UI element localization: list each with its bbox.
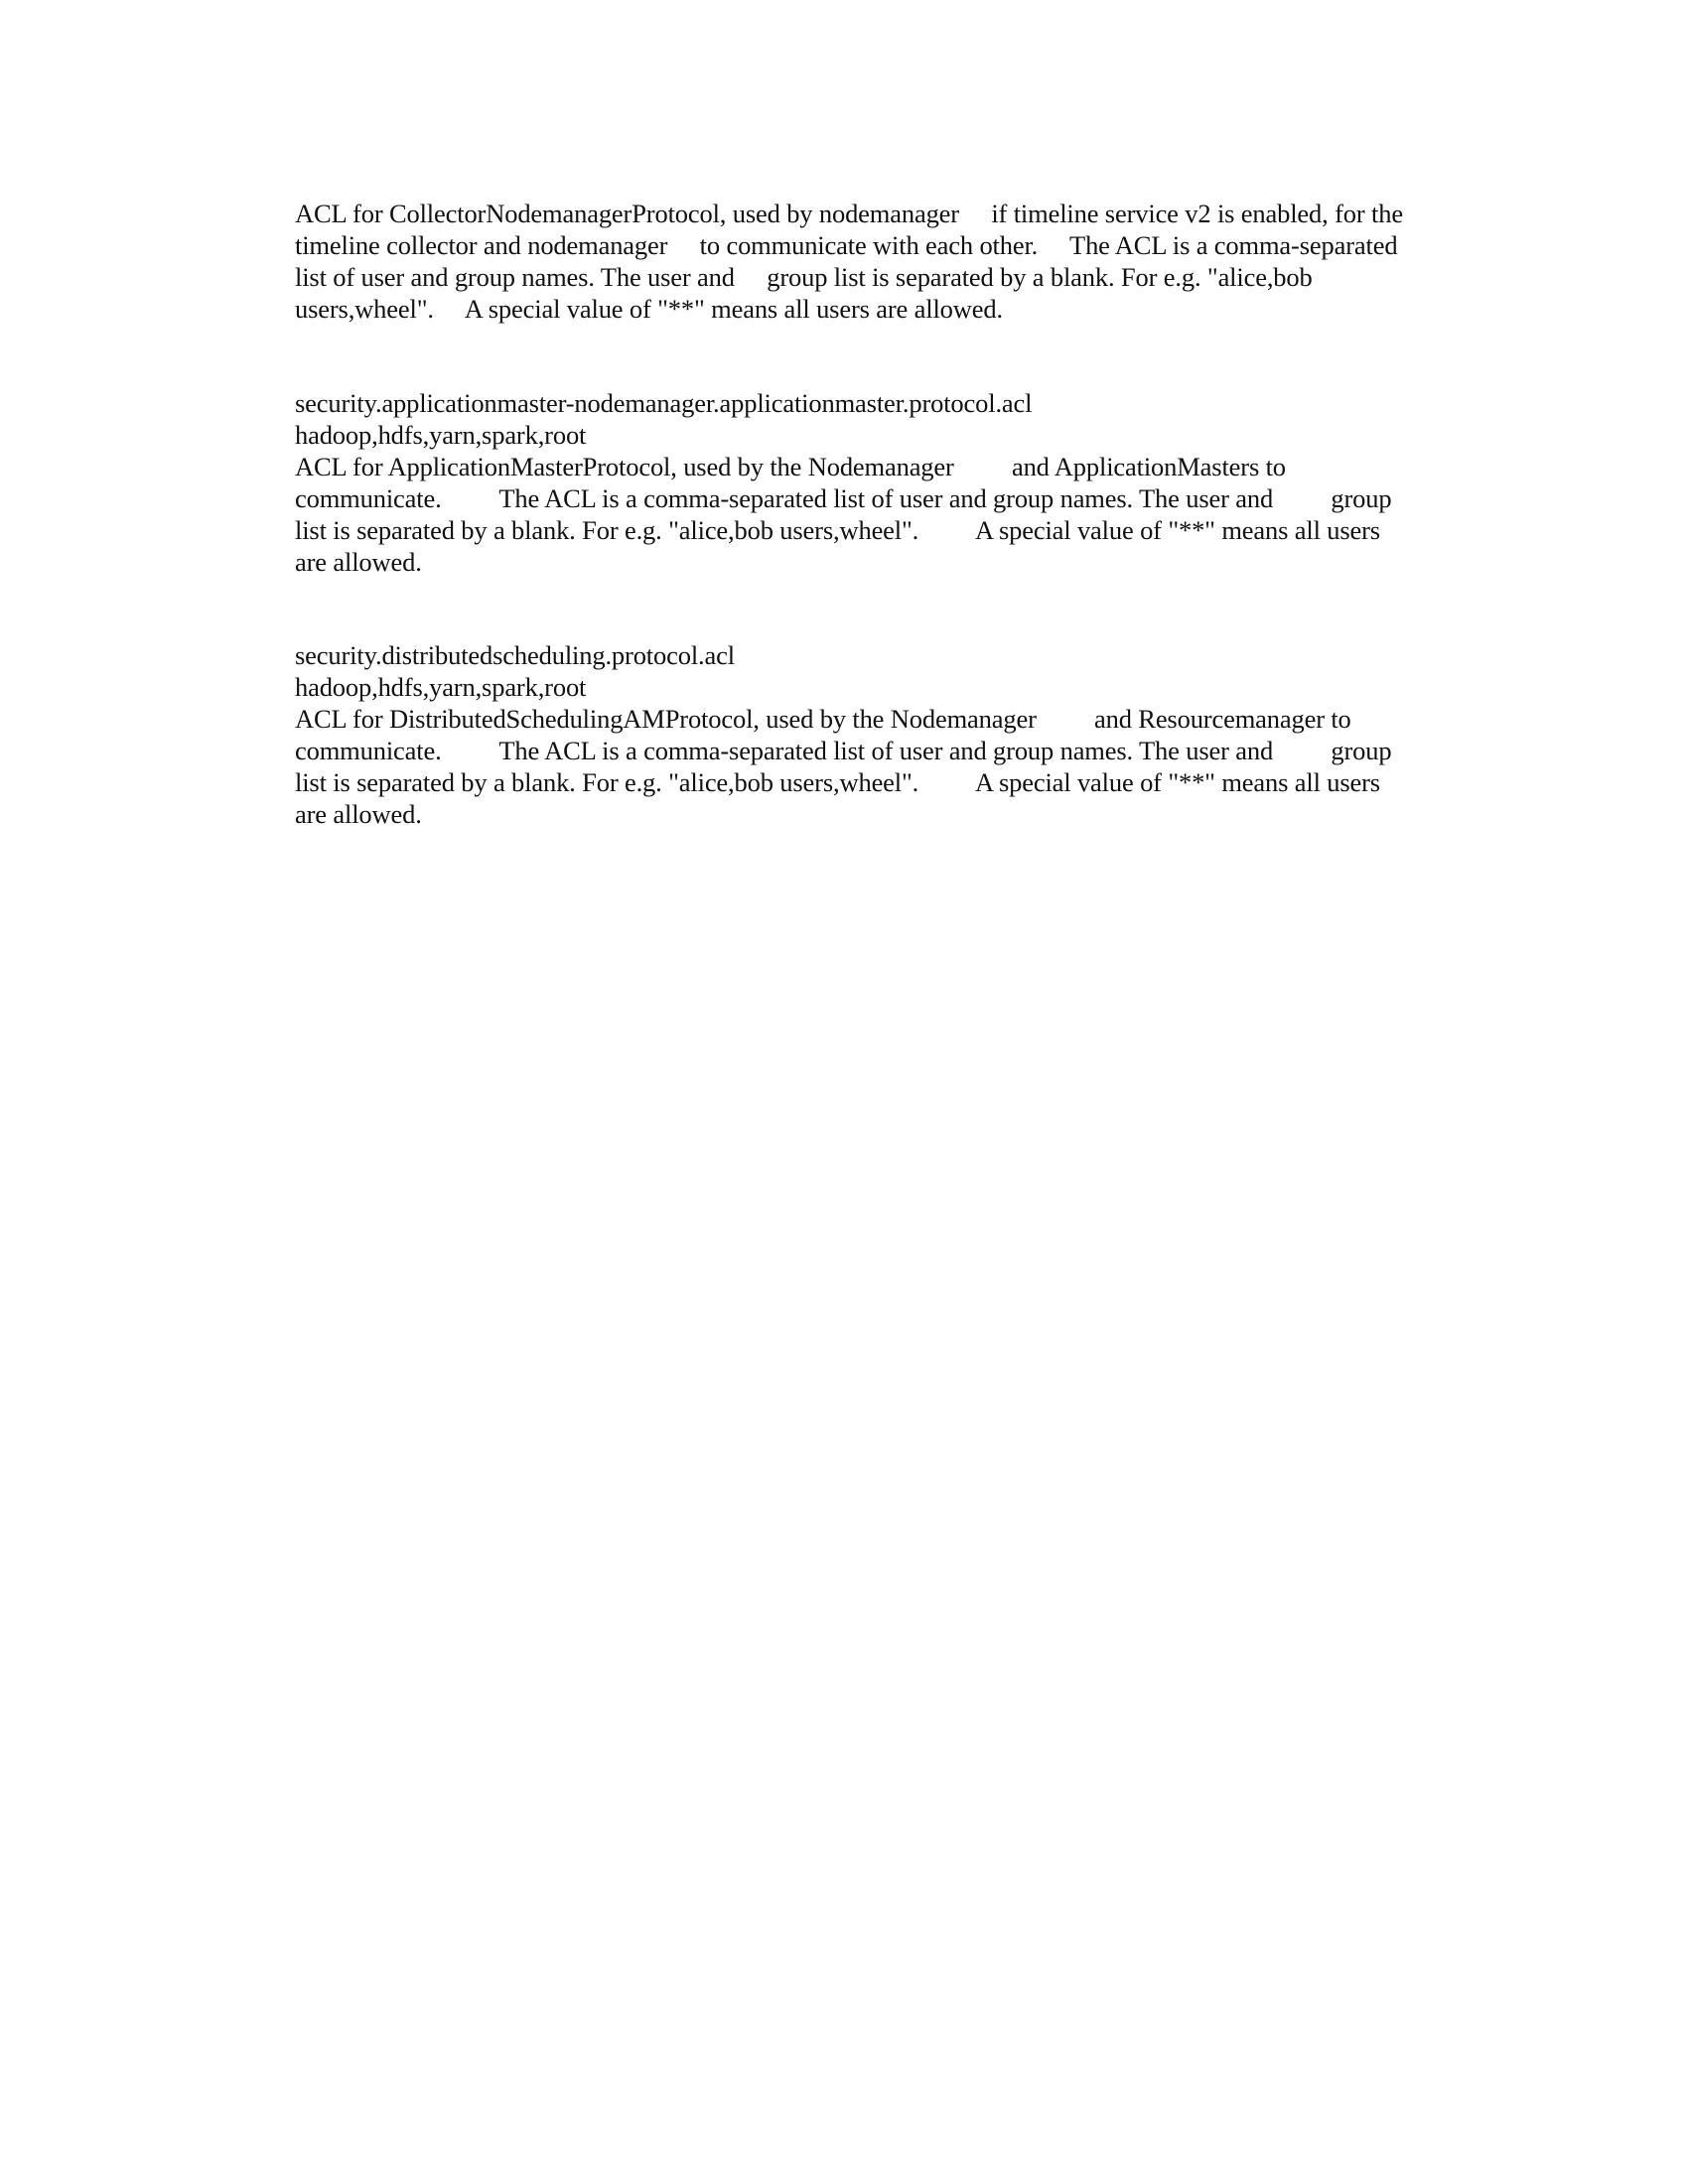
acl-entry-distributed-scheduling: [295, 639, 1486, 830]
description-line: are allowed.: [295, 547, 422, 577]
property-value: hadoop,hdfs,yarn,spark,root: [295, 672, 587, 702]
acl-entry-collector-nodemanager: [295, 198, 1486, 325]
description-line: ACL for DistributedSchedulingAMProtocol, used by the Nodemanager and Resourcemanager to: [295, 704, 1351, 734]
description-line: communicate. The ACL is a comma-separated list of user and group names. The user and group: [295, 736, 1392, 765]
property-name: security.distributedscheduling.protocol.acl: [295, 640, 735, 670]
description-line: communicate. The ACL is a comma-separated list of user and group names. The user and group: [295, 483, 1392, 513]
description-line: list is separated by a blank. For e.g. "alice,bob users,wheel". A special value of "**" means all users: [295, 515, 1380, 545]
description-line: list is separated by a blank. For e.g. "alice,bob users,wheel". A special value of "**" means all users: [295, 767, 1380, 797]
property-value: hadoop,hdfs,yarn,spark,root: [295, 420, 587, 450]
description-line: are allowed.: [295, 799, 422, 829]
property-name: security.applicationmaster-nodemanager.applicationmaster.protocol.acl: [295, 388, 1033, 418]
description-line: ACL for ApplicationMasterProtocol, used by the Nodemanager and ApplicationMasters to: [295, 452, 1286, 481]
description-line: timeline collector and nodemanager to communicate with each other. The ACL is a comma-separated: [295, 230, 1398, 260]
description-line: list of user and group names. The user and group list is separated by a blank. For e.g. "alice,bob: [295, 262, 1313, 292]
acl-entry-applicationmaster-nodemanager: [295, 387, 1486, 578]
description-line: users,wheel". A special value of "**" means all users are allowed.: [295, 294, 1003, 324]
description-line: ACL for CollectorNodemanagerProtocol, used by nodemanager if timeline service v2 is enabled, for the: [295, 199, 1403, 228]
